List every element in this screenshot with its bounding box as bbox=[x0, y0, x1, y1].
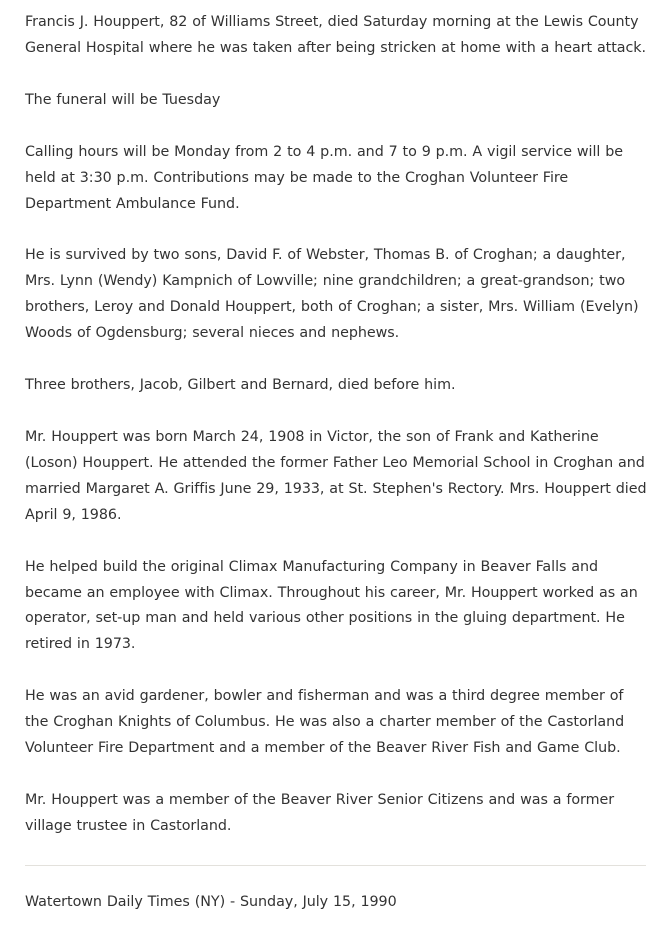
paragraph-biography: Mr. Houppert was born March 24, 1908 in Victor, the son of Frank and Katherine (Loson) Houppert. He attended the former Father Leo Memorial School in Croghan and married Margaret A. Griffis June 29, 1933, at St. Stephen's Rectory. Mrs. Houppert died April 9, 1986. bbox=[25, 428, 647, 523]
paragraph-death-notice: Francis J. Houppert, 82 of Williams Street, died Saturday morning at the Lewis County General Hospital where he was taken after being stricken at home with a heart attack. bbox=[25, 14, 647, 56]
source-citation: Watertown Daily Times (NY) - Sunday, July 15, 1990 bbox=[25, 894, 397, 910]
paragraph-memberships: He was an avid gardener, bowler and fisherman and was a third degree member of the Croghan Knights of Columbus. He was also a charter member of the Castorland Volunteer Fire Department and a member of the Beaver River Fish and Game Club. bbox=[25, 688, 625, 757]
obituary-article bbox=[25, 10, 649, 866]
paragraph-predeceased: Three brothers, Jacob, Gilbert and Bernard, died before him. bbox=[25, 377, 456, 394]
divider bbox=[25, 865, 646, 866]
paragraph-funeral: The funeral will be Tuesday bbox=[25, 91, 221, 108]
paragraph-calling-hours: Calling hours will be Monday from 2 to 4 p.m. and 7 to 9 p.m. A vigil service will be held at 3:30 p.m. Contributions may be made to the Croghan Volunteer Fire Department Ambulance Fund. bbox=[25, 143, 623, 212]
paragraph-survivors: He is survived by two sons, David F. of Webster, Thomas B. of Croghan; a daughter, Mrs. Lynn (Wendy) Kampnich of Lowville; nine grandchildren; a great-grandson; two brothers, Leroy and Donald Houppert, both of Croghan; a sister, Mrs. William (Evelyn) Woods of Ogdensburg; several nieces and nephews. bbox=[25, 247, 639, 342]
paragraph-career: He helped build the original Climax Manufacturing Company in Beaver Falls and became an employee with Climax. Throughout his career, Mr. Houppert worked as an operator, set-up man and held various other positions in the gluing department. He retired in 1973. bbox=[25, 558, 638, 653]
paragraph-senior-citizens: Mr. Houppert was a member of the Beaver River Senior Citizens and was a former village trustee in Castorland. bbox=[25, 791, 615, 834]
